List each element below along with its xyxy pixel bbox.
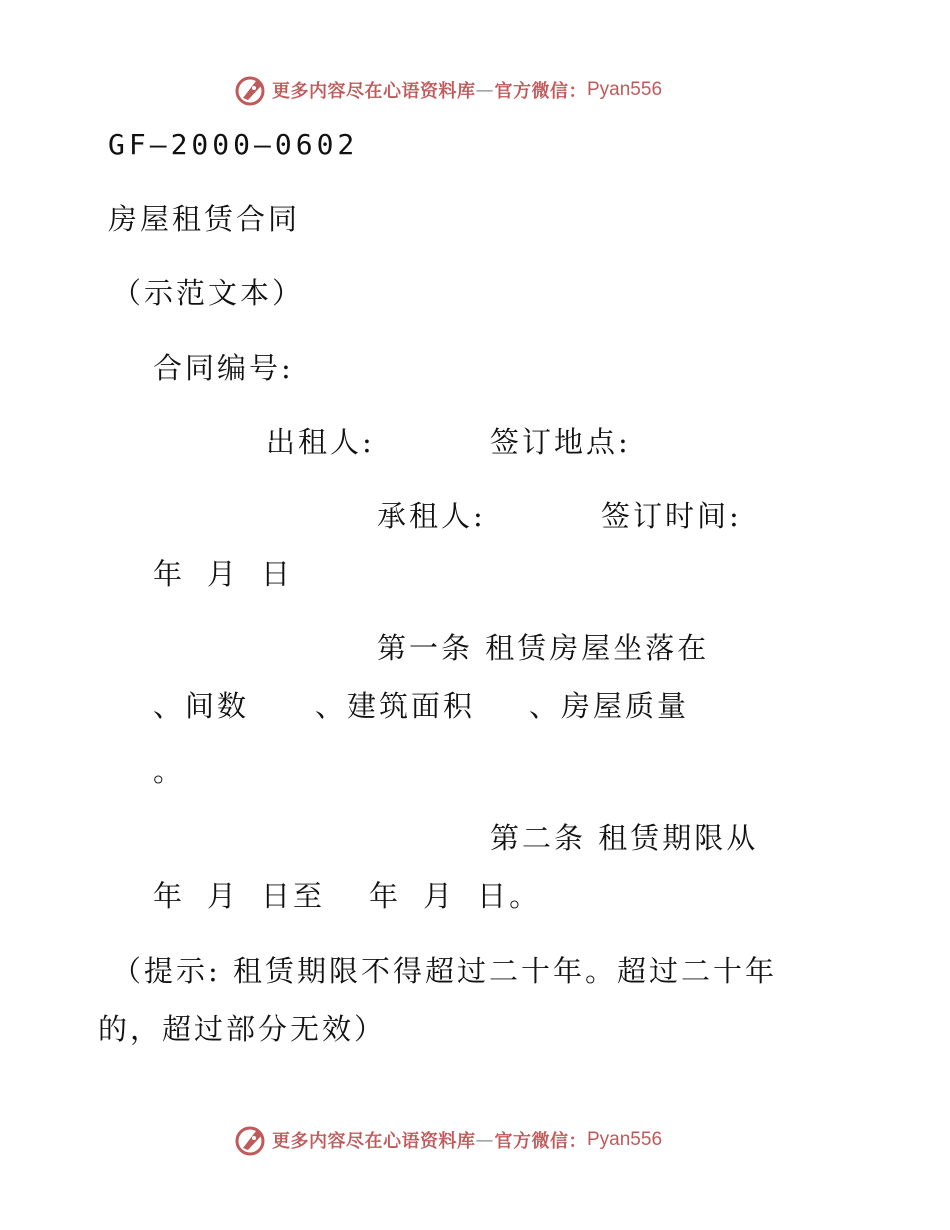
article-1-end: 。 bbox=[153, 754, 186, 788]
lessee-label: 承租人: bbox=[377, 499, 486, 533]
date-month: 月 bbox=[207, 557, 240, 591]
pen-nib-logo-icon bbox=[234, 73, 268, 107]
article-2-month-2: 月 bbox=[423, 879, 456, 913]
document-title: 房屋租赁合同 bbox=[108, 202, 301, 236]
article-1-area: 、建筑面积 bbox=[315, 689, 476, 723]
article-2-year-2: 年 bbox=[369, 879, 402, 913]
lessor-label: 出租人: bbox=[266, 425, 375, 459]
note-line-2: 的，超过部分无效） bbox=[98, 1012, 387, 1046]
date-year: 年 bbox=[153, 557, 186, 591]
date-day: 日 bbox=[261, 557, 294, 591]
article-1-details bbox=[153, 689, 690, 723]
document-subtitle: （示范文本） bbox=[112, 276, 305, 310]
article-1-heading: 第一条 租赁房屋坐落在 bbox=[377, 631, 710, 665]
article-2-day-to: 日至 bbox=[261, 879, 326, 913]
article-1-quality: 、房屋质量 bbox=[529, 689, 690, 723]
pen-nib-logo-icon bbox=[234, 1123, 268, 1157]
article-2-year-1: 年 bbox=[153, 879, 186, 913]
watermark-separator: — bbox=[475, 79, 495, 101]
watermark-footer bbox=[234, 1122, 662, 1158]
article-1-rooms: 、间数 bbox=[153, 689, 250, 723]
article-2-period bbox=[153, 879, 542, 913]
watermark-header bbox=[234, 72, 662, 108]
watermark-wechat-label: 官方微信： bbox=[494, 81, 587, 102]
contract-number-label: 合同编号: bbox=[153, 351, 294, 385]
note-line-1: （提示: 租赁期限不得超过二十年。超过二十年 bbox=[112, 954, 777, 988]
document-code: GF—2000—0602 bbox=[108, 128, 359, 161]
watermark-wechat-id: Pyan556 bbox=[587, 1129, 663, 1150]
watermark-text: 更多内容尽在心语资料库 bbox=[272, 81, 476, 102]
watermark-separator: — bbox=[475, 1129, 495, 1151]
date-line bbox=[153, 557, 294, 591]
watermark-wechat-label: 官方微信： bbox=[494, 1131, 587, 1152]
article-2-heading: 第二条 租赁期限从 bbox=[490, 821, 759, 855]
sign-time-label: 签订时间: bbox=[601, 499, 742, 533]
sign-place-label: 签订地点: bbox=[490, 425, 631, 459]
watermark-text: 更多内容尽在心语资料库 bbox=[272, 1131, 476, 1152]
article-2-month-1: 月 bbox=[207, 879, 240, 913]
article-2-day-end: 日。 bbox=[477, 879, 542, 913]
watermark-wechat-id: Pyan556 bbox=[587, 79, 663, 100]
